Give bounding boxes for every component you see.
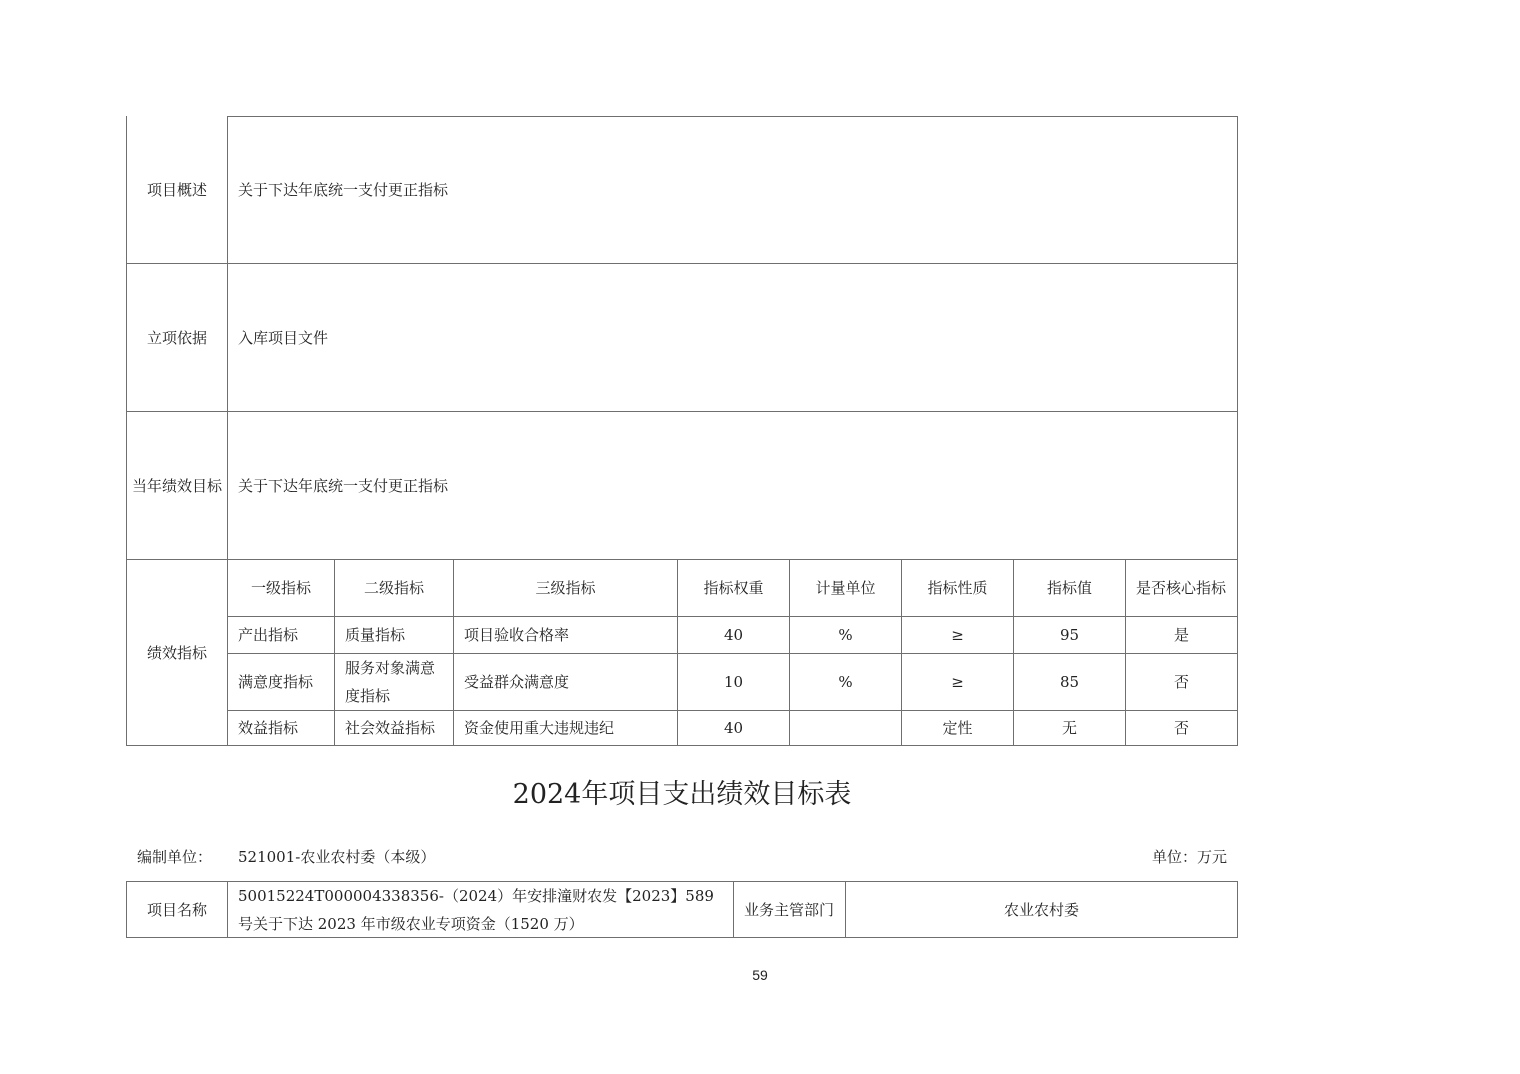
header-weight: 指标权重 xyxy=(703,579,764,597)
table-row-cell xyxy=(790,711,901,745)
project-name-label: 项目名称 xyxy=(146,900,207,919)
table-row-cell: ≥ xyxy=(951,626,964,644)
annual-goal-label: 当年绩效目标 xyxy=(131,476,222,495)
dept-label: 业务主管部门 xyxy=(743,900,834,919)
table-row-cell: 质量指标 xyxy=(345,626,406,644)
table-row-cell: 社会效益指标 xyxy=(345,719,436,737)
table-row-cell: 资金使用重大违规违纪 xyxy=(464,719,615,737)
table-row-cell: 产出指标 xyxy=(238,626,299,644)
table-row-cell: % xyxy=(838,626,853,644)
table-row-cell: 是 xyxy=(1173,626,1189,644)
header-value: 指标值 xyxy=(1046,579,1092,597)
header-level1: 一级指标 xyxy=(250,579,311,597)
table-row-cell: 满意度指标 xyxy=(238,673,314,691)
header-level3: 三级指标 xyxy=(535,579,596,597)
page-title: 2024年项目支出绩效目标表 xyxy=(512,779,852,810)
table-row-cell: 否 xyxy=(1173,719,1189,737)
header-nature: 指标性质 xyxy=(927,579,988,597)
table-row-cell: 项目验收合格率 xyxy=(464,626,570,644)
table-row-cell: 85 xyxy=(1059,673,1080,691)
table-row-cell: 服务对象满意度指标 xyxy=(345,659,436,705)
table-row-cell: 定性 xyxy=(942,719,973,737)
table-row-cell: 否 xyxy=(1173,673,1189,691)
currency-unit: 单位：万元 xyxy=(1151,848,1227,866)
basis-content: 入库项目文件 xyxy=(238,328,329,347)
page-number: 59 xyxy=(752,967,768,983)
table-row-cell: 40 xyxy=(723,719,744,737)
dept-value: 农业农村委 xyxy=(1003,900,1079,919)
annual-goal-content: 关于下达年底统一支付更正指标 xyxy=(238,476,449,495)
project-name-value: 50015224T000004338356-（2024）年安排潼财农发【2023】589 号关于下达 2023 年市级农业专项资金（1520 万） xyxy=(238,886,714,933)
header-core: 是否核心指标 xyxy=(1136,579,1227,597)
header-level2: 二级指标 xyxy=(363,579,424,597)
overview-content: 关于下达年底统一支付更正指标 xyxy=(238,181,449,199)
table-row-cell: % xyxy=(838,673,853,691)
header-unit: 计量单位 xyxy=(815,579,876,597)
overview-label: 项目概述 xyxy=(146,181,207,199)
table-row-cell: 无 xyxy=(1061,719,1077,737)
table-row-cell: ≥ xyxy=(951,673,964,691)
compiling-unit-label: 编制单位： xyxy=(137,848,213,866)
table-row-cell: 10 xyxy=(723,673,744,691)
perf-indicators-label: 绩效指标 xyxy=(146,643,207,662)
table-row-cell: 效益指标 xyxy=(238,719,299,737)
table-row-cell: 受益群众满意度 xyxy=(464,673,570,691)
table-row-cell: 40 xyxy=(723,626,744,644)
basis-label: 立项依据 xyxy=(146,328,207,347)
table-row-cell: 95 xyxy=(1059,626,1080,644)
compiling-unit-value: 521001-农业农村委（本级） xyxy=(238,848,436,866)
